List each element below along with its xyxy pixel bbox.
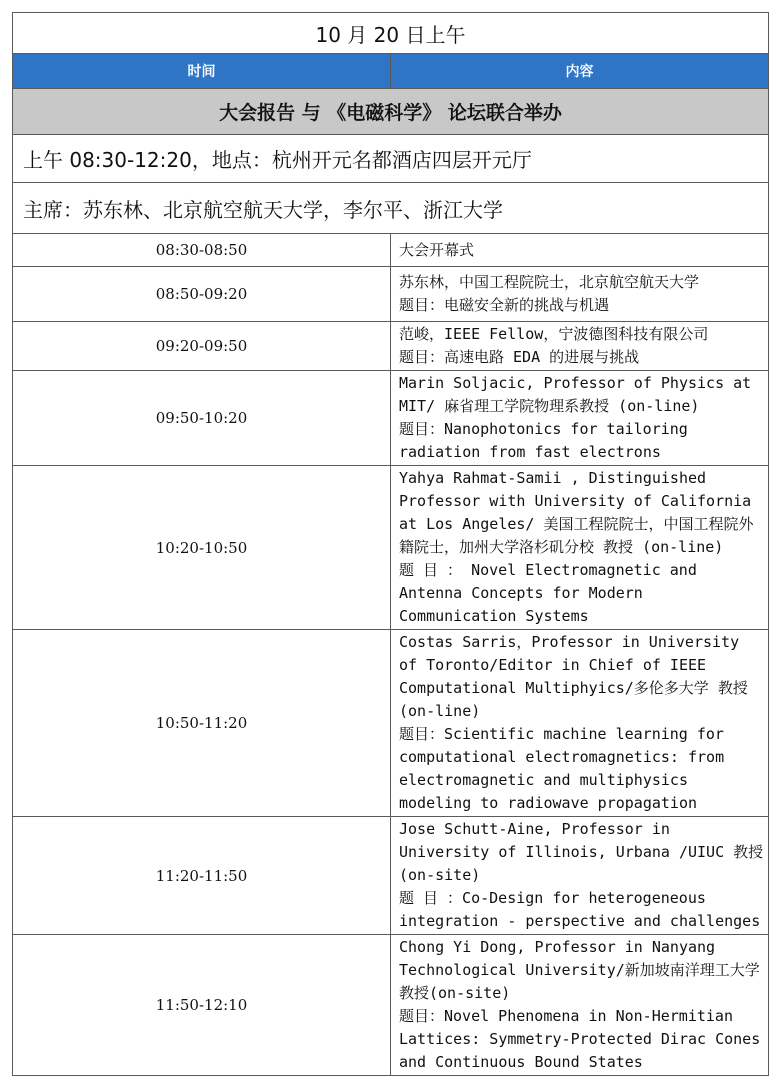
- schedule-row: [13, 322, 769, 371]
- speaker-line: Chong Yi Dong, Professor in Nanyang Technological University/新加坡南洋理工大学教授(on-site): [399, 938, 760, 1002]
- speaker-line: Jose Schutt-Aine, Professor in University of Illinois, Urbana /UIUC 教授 (on-site): [399, 820, 764, 884]
- schedule-content: [391, 630, 769, 817]
- schedule-time: 10:20-10:50: [13, 466, 391, 630]
- talk-title-line: 题目：Nanophotonics for tailoring radiation from fast electrons: [399, 420, 688, 461]
- schedule-row: [13, 466, 769, 630]
- agenda-table: [12, 12, 769, 1076]
- talk-title-line: 题 目 ：Co-Design for heterogeneous integration - perspective and challenges: [399, 889, 761, 930]
- talk-title-line: 题目：高速电路 EDA 的进展与挑战: [399, 348, 640, 366]
- schedule-time: 09:20-09:50: [13, 322, 391, 371]
- schedule-time: 10:50-11:20: [13, 630, 391, 817]
- speaker-line: 大会开幕式: [399, 240, 475, 259]
- schedule-row: [13, 630, 769, 817]
- schedule-time: 11:50-12:10: [13, 935, 391, 1076]
- schedule-row: [13, 817, 769, 935]
- schedule-time: 09:50-10:20: [13, 371, 391, 466]
- day-title: 10 月 20 日上午: [13, 13, 769, 54]
- column-header-content: 内容: [391, 54, 769, 89]
- schedule-content: [391, 817, 769, 935]
- column-header-time: 时间: [13, 54, 391, 89]
- speaker-line: 苏东林，中国工程院院士，北京航空航天大学: [399, 273, 700, 291]
- session-info: 上午 08:30-12:20，地点：杭州开元名都酒店四层开元厅: [13, 135, 769, 183]
- speaker-line: Costas Sarris，Professor in University of Toronto/Editor in Chief of IEEE Computational Multiphyics/多伦多大学 教授 (on-line): [399, 633, 748, 720]
- talk-title-line: 题目：Scientific machine learning for computational electromagnetics: from electromagnetic and multiphysics modeling to radiowave propagation: [399, 725, 725, 812]
- forum-banner: 大会报告 与 《电磁科学》 论坛联合举办: [13, 89, 769, 135]
- schedule-content: [391, 371, 769, 466]
- speaker-line: 范峻，IEEE Fellow，宁波德图科技有限公司: [399, 325, 709, 343]
- schedule-time: 08:30-08:50: [13, 234, 391, 267]
- schedule-row: [13, 371, 769, 466]
- speaker-line: Yahya Rahmat-Samii , Distinguished Professor with University of California at Los Angeles/ 美国工程院院士，中国工程院外籍院士，加州大学洛杉矶分校 教授 (on-line): [399, 469, 754, 556]
- speaker-line: Marin Soljacic, Professor of Physics at MIT/ 麻省理工学院物理系教授 (on-line): [399, 374, 752, 415]
- schedule-content: [391, 267, 769, 322]
- schedule-time: 08:50-09:20: [13, 267, 391, 322]
- schedule-time: 11:20-11:50: [13, 817, 391, 935]
- schedule-row: [13, 267, 769, 322]
- session-chairs: 主席：苏东林、北京航空航天大学，李尔平、浙江大学: [13, 183, 769, 234]
- schedule-content: [391, 935, 769, 1076]
- schedule-content: [391, 466, 769, 630]
- talk-title-line: 题目：Novel Phenomena in Non-Hermitian Lattices: Symmetry-Protected Dirac Cones and Continuous Bound States: [399, 1007, 761, 1071]
- schedule-row: [13, 935, 769, 1076]
- schedule-row: [13, 234, 769, 267]
- talk-title-line: 题目：电磁安全新的挑战与机遇: [399, 296, 610, 314]
- schedule-content: [391, 322, 769, 371]
- talk-title-line: 题 目 ： Novel Electromagnetic and Antenna Concepts for Modern Communication Systems: [399, 561, 697, 625]
- schedule-content: [391, 234, 769, 267]
